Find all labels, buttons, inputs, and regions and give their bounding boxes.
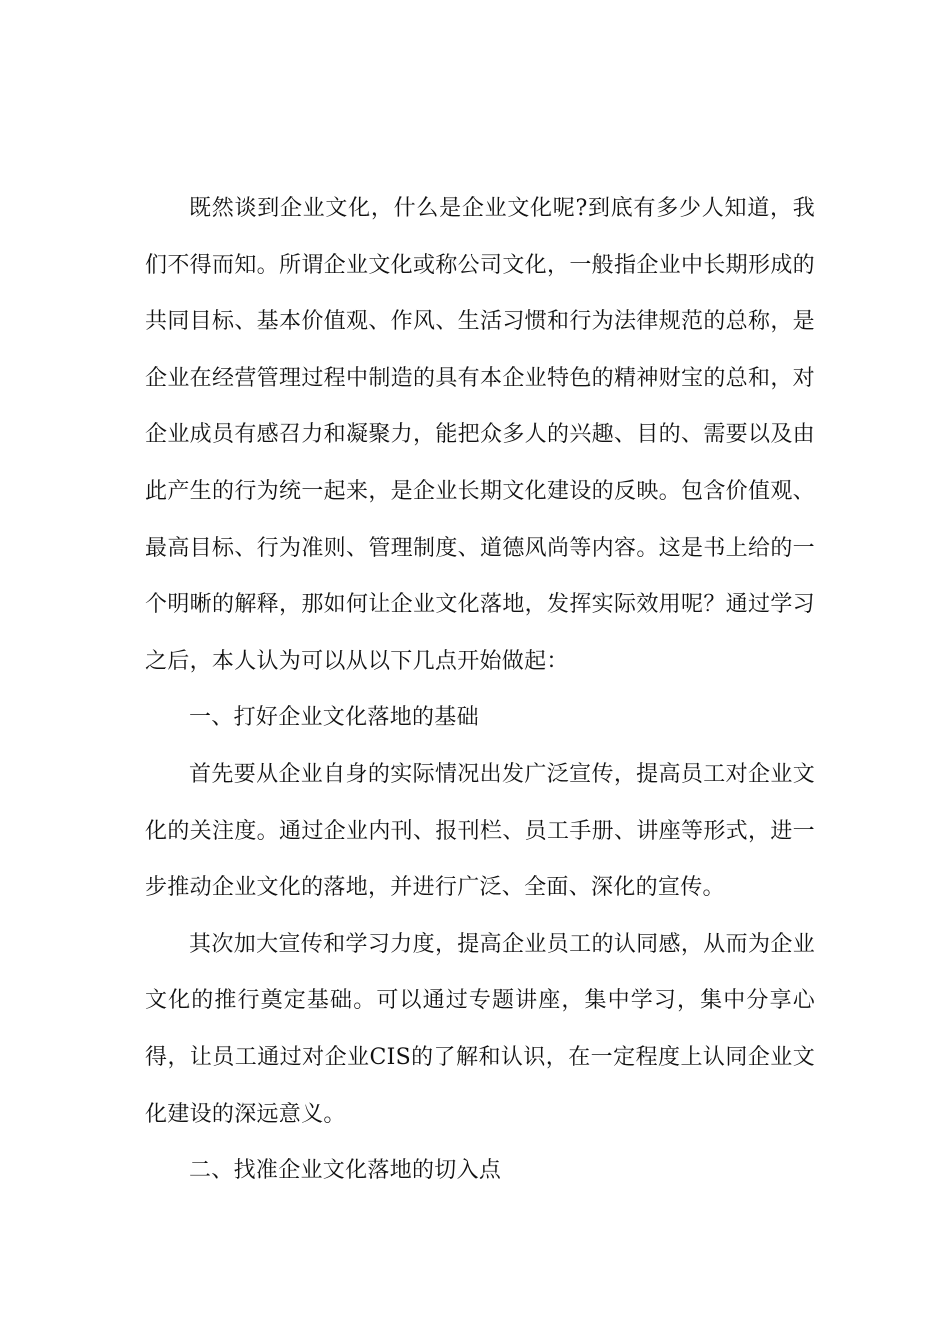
paragraph-second-point: 其次加大宣传和学习力度，提高企业员工的认同感，从而为企业文化的推行奠定基础。可以通过专题讲座，集中学习，集中分享心得，让员工通过对企业CIS的了解和认识，在一定程度上认同企业文化建设的深远意义。 xyxy=(145,931,815,1127)
section-heading-1: 一、打好企业文化落地的基础 xyxy=(189,705,479,731)
paragraph-first-point: 首先要从企业自身的实际情况出发广泛宣传，提高员工对企业文化的关注度。通过企业内刊、报刊栏、员工手册、讲座等形式，进一步推动企业文化的落地，并进行广泛、全面、深化的宣传。 xyxy=(145,761,815,901)
document-body xyxy=(145,181,815,1200)
section-heading-2: 二、找准企业文化落地的切入点 xyxy=(189,1158,502,1184)
paragraph-intro: 既然谈到企业文化，什么是企业文化呢?到底有多少人知道，我们不得而知。所谓企业文化或称公司文化，一般指企业中长期形成的共同目标、基本价值观、作风、生活习惯和行为法律规范的总称，是企业在经营管理过程中制造的具有本企业特色的精神财宝的总和，对企业成员有感召力和凝聚力，能把众多人的兴趣、目的、需要以及由此产生的行为统一起来，是企业长期文化建设的反映。包含价值观、最高目标、行为准则、管理制度、道德风尚等内容。这是书上给的一个明晰的解释，那如何让企业文化落地，发挥实际效用呢？通过学习之后，本人认为可以从以下几点开始做起： xyxy=(145,196,815,674)
